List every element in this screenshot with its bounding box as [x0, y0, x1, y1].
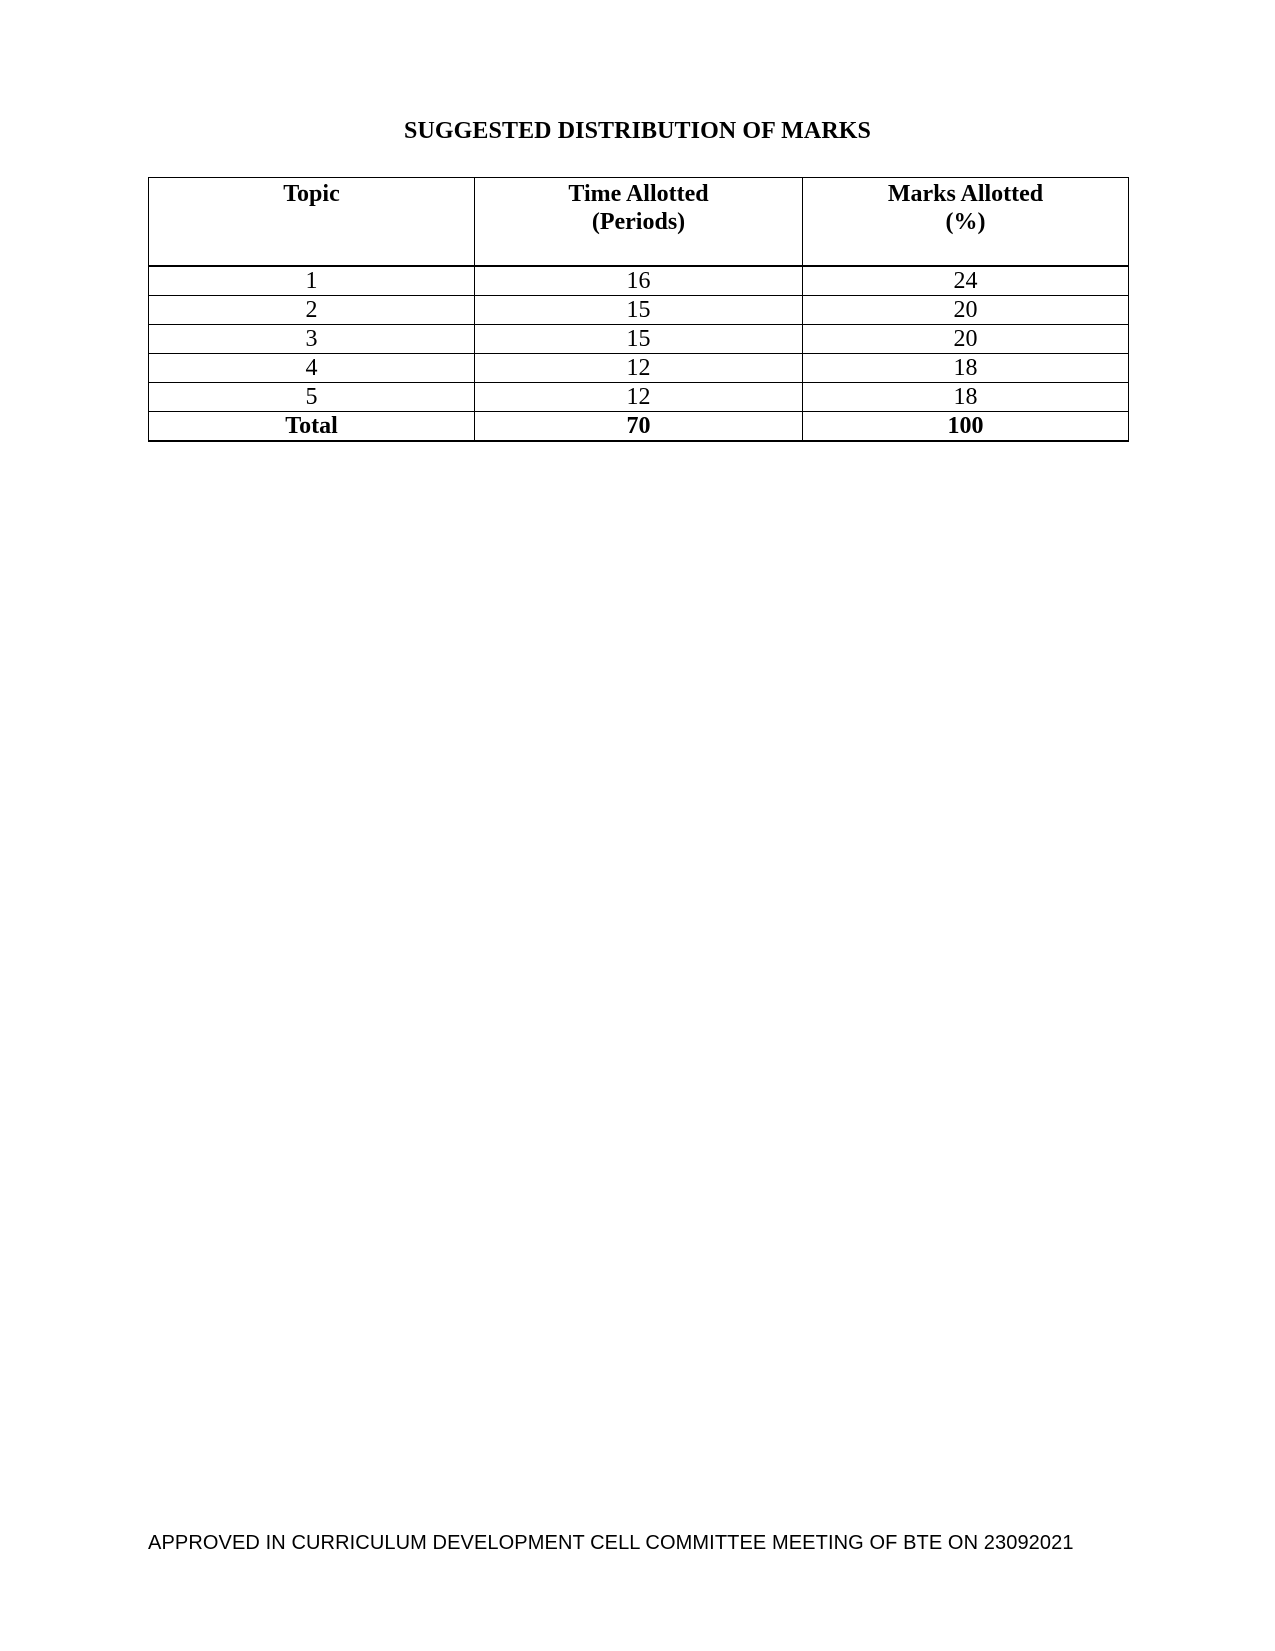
- topic-cell: 4: [149, 354, 475, 383]
- total-time: 70: [475, 412, 803, 442]
- header-marks-allotted: [803, 178, 1129, 266]
- table-row: [149, 267, 1129, 296]
- marks-cell: 20: [803, 296, 1129, 325]
- total-marks: 100: [803, 412, 1129, 442]
- table-row: [149, 296, 1129, 325]
- topic-cell: 3: [149, 325, 475, 354]
- time-cell: 12: [475, 354, 803, 383]
- total-label: Total: [149, 412, 475, 442]
- topic-cell: 5: [149, 383, 475, 412]
- topic-cell: 2: [149, 296, 475, 325]
- marks-cell: 18: [803, 354, 1129, 383]
- header-time-label: Time Allotted: [568, 181, 709, 207]
- marks-cell: 18: [803, 383, 1129, 412]
- table-row: [149, 325, 1129, 354]
- marks-distribution-table: [148, 177, 1129, 442]
- time-cell: 16: [475, 267, 803, 296]
- header-time-unit: (Periods): [591, 209, 686, 235]
- header-topic-label: Topic: [283, 181, 340, 207]
- table-header-row: [149, 178, 1129, 266]
- marks-cell: 20: [803, 325, 1129, 354]
- time-cell: 15: [475, 325, 803, 354]
- time-cell: 12: [475, 383, 803, 412]
- header-marks-label: Marks Allotted: [887, 181, 1044, 207]
- marks-cell: 24: [803, 267, 1129, 296]
- page-title: SUGGESTED DISTRIBUTION OF MARKS: [404, 118, 871, 144]
- topic-cell: 1: [149, 267, 475, 296]
- header-marks-unit: (%): [945, 209, 986, 235]
- total-row: [149, 412, 1129, 442]
- header-time-allotted: [475, 178, 803, 266]
- approval-footer: APPROVED IN CURRICULUM DEVELOPMENT CELL COMMITTEE MEETING OF BTE ON 23092021: [148, 1532, 1074, 1554]
- table-row: [149, 354, 1129, 383]
- table-row: [149, 383, 1129, 412]
- header-topic: [149, 178, 475, 266]
- time-cell: 15: [475, 296, 803, 325]
